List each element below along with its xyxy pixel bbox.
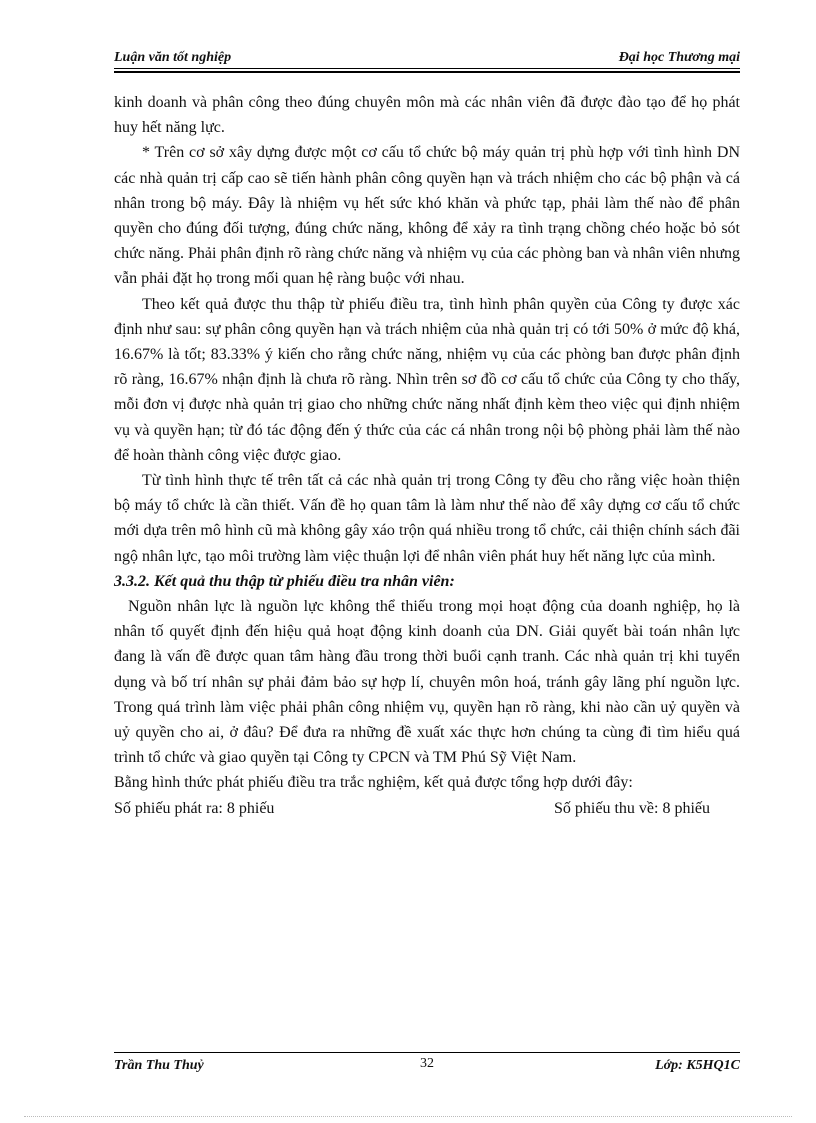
page-number: 32 — [420, 1056, 434, 1071]
section-heading: 3.3.2. Kết quả thu thập từ phiếu điều tra nhân viên: — [114, 572, 455, 590]
paragraph-5: Nguồn nhân lực là nguồn lực không thể thiếu trong mọi hoạt động của doanh nghiệp, họ là nhân tố quyết định đến hiệu quả hoạt động kinh doanh của DN. Giải quyết bài toán nhân lực đang là vấn đề được quan tâm hàng đầu trong thời buổi cạnh tranh. Các nhà quản trị khi tuyển dụng và bố trí nhân sự phải đảm bảo sự hợp lí, chuyên môn hoá, tránh gây lãng phí nguồn lực. Trong quá trình làm việc phải phân công nhiệm vụ, quyền hạn rõ ràng, khi nào cần uỷ quyền và uỷ quyền cho ai, ở đâu? Để đưa ra những đề xuất xác thực hơn chúng ta cùng đi tìm hiểu quá trình tổ chức và giao quyền tại Công ty CPCN và TM Phú Sỹ Việt Nam. — [114, 598, 740, 767]
page-footer — [114, 1058, 740, 1078]
header-rule-thick — [114, 71, 740, 73]
header-university: Đại học Thương mại — [618, 50, 740, 65]
footer-rule — [114, 1052, 740, 1053]
received-count: Số phiếu thu về: 8 phiếu — [554, 799, 710, 817]
survey-counts — [114, 796, 740, 821]
footer-class: Lớp: K5HQ1C — [655, 1058, 740, 1073]
page-header — [114, 50, 740, 70]
sent-count: Số phiếu phát ra: 8 phiếu — [114, 799, 275, 817]
footer-author: Trần Thu Thuỷ — [114, 1058, 204, 1073]
paragraph-6: Bằng hình thức phát phiếu điều tra trắc nghiệm, kết quả được tổng hợp dưới đây: — [114, 774, 633, 792]
paragraph-3: Theo kết quả được thu thập từ phiếu điều tra, tình hình phân quyền của Công ty được xác định như sau: sự phân công quyền hạn và trách nhiệm của nhà quản trị có tới 50% ở mức độ khá, 16.67% là tốt; 83.33% ý kiến cho rằng chức năng, nhiệm vụ của các phòng ban được phân định rõ ràng, 16.67% nhận định là chưa rõ ràng. Nhìn trên sơ đồ cơ cấu tổ chức của Công ty cho thấy, mỗi đơn vị được nhà quản trị giao cho những chức năng nhất định kèm theo việc qui định nhiệm vụ và quyền hạn; từ đó tác động đến ý thức của các cá nhân trong nội bộ phòng phải làm thế nào để hoàn thành công việc được giao. — [114, 295, 740, 464]
page-bottom-border — [24, 1116, 792, 1117]
paragraph-2: * Trên cơ sở xây dựng được một cơ cấu tổ chức bộ máy quản trị phù hợp với tình hình DN các nhà quản trị cấp cao sẽ tiến hành phân công quyền hạn và trách nhiệm cho các bộ phận và cá nhân trong bộ máy. Đây là nhiệm vụ hết sức khó khăn và phức tạp, phải làm thế nào để phân quyền cho đúng đối tượng, đúng chức năng, không để xảy ra tình trạng chồng chéo hoặc bỏ sót chức năng. Phải phân định rõ ràng chức năng và nhiệm vụ của các phòng ban và nhân viên nhưng vẫn phải đặt họ trong mối quan hệ ràng buộc với nhau. — [114, 144, 740, 288]
page-body — [114, 90, 740, 821]
paragraph-4: Từ tình hình thực tế trên tất cả các nhà quản trị trong Công ty đều cho rằng việc hoàn thiện bộ máy tổ chức là cần thiết. Vấn đề họ quan tâm là làm như thế nào để xây dựng cơ cấu tổ chức mới dựa trên mô hình cũ mà không gây xáo trộn quá nhiều trong tổ chức, cải thiện chính sách đãi ngộ nhân lực, tạo môi trường làm việc thuận lợi để nhân viên phát huy hết năng lực của mình. — [114, 472, 740, 565]
header-rule — [114, 68, 740, 69]
paragraph-1: kinh doanh và phân công theo đúng chuyên môn mà các nhân viên đã được đào tạo để họ phát huy hết năng lực. — [114, 94, 740, 137]
header-thesis-title: Luận văn tốt nghiệp — [114, 50, 232, 65]
